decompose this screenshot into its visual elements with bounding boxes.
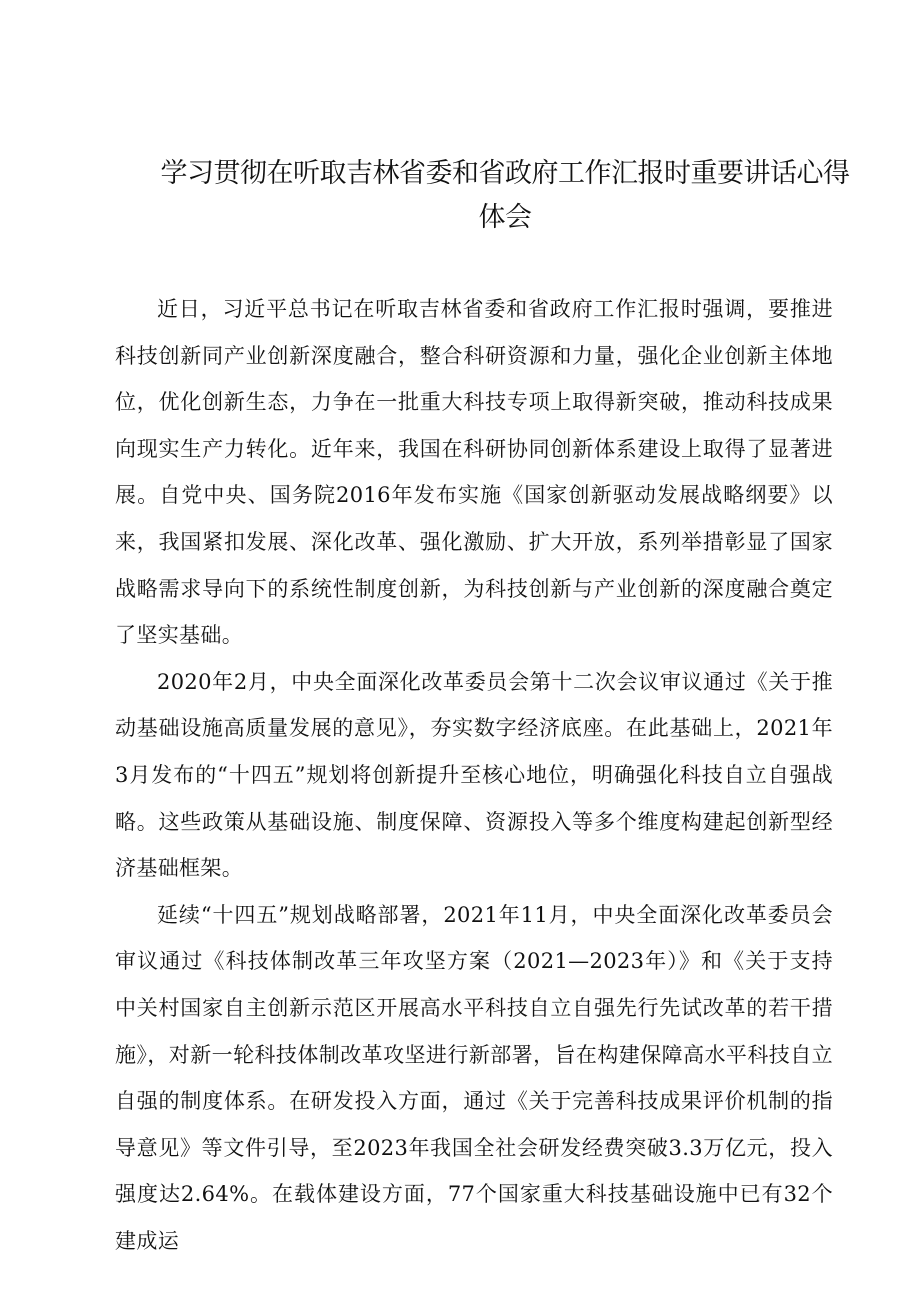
paragraph-3: 延续“十四五”规划战略部署，2021年11月，中央全面深化改革委员会审议通过《科技体制改革三年攻坚方案（2021—2023年）》和《关于支持中关村国家自主创新示范区开展高水平科技自立自强先行先试改革的若干措施》，对新一轮科技体制改革攻坚进行新部署，旨在构建保障高水平科技自立自强的制度体系。在研发投入方面，通过《关于完善科技成果评价机制的指导意见》等文件引导，至2023年我国全社会研发经费突破3.3万亿元，投入强度达2.64%。在载体建设方面，77个国家重大科技基础设施中已有32个建成运 — [115, 902, 833, 1253]
paragraph-1: 近日，习近平总书记在听取吉林省委和省政府工作汇报时强调，要推进科技创新同产业创新深度融合，整合科研资源和力量，强化企业创新主体地位，优化创新生态，力争在一批重大科技专项上取得新突破，推动科技成果向现实生产力转化。近年来，我国在科研协同创新体系建设上取得了显著进展。自党中央、国务院2016年发布实施《国家创新驱动发展战略纲要》以来，我国紧扣发展、深化改革、强化激励、扩大开放，系列举措彰显了国家战略需求导向下的系统性制度创新，为科技创新与产业创新的深度融合奠定了坚实基础。 — [115, 297, 833, 648]
document-title: 学习贯彻在听取吉林省委和省政府工作汇报时重要讲话心得体会 — [160, 158, 850, 233]
document-body — [115, 286, 833, 1264]
paragraph-2: 2020年2月，中央全面深化改革委员会第十二次会议审议通过《关于推动基础设施高质量发展的意见》，夯实数字经济底座。在此基础上，2021年3月发布的“十四五”规划将创新提升至核心地位，明确强化科技自立自强战略。这些政策从基础设施、制度保障、资源投入等多个维度构建起创新型经济基础框架。 — [115, 669, 833, 881]
